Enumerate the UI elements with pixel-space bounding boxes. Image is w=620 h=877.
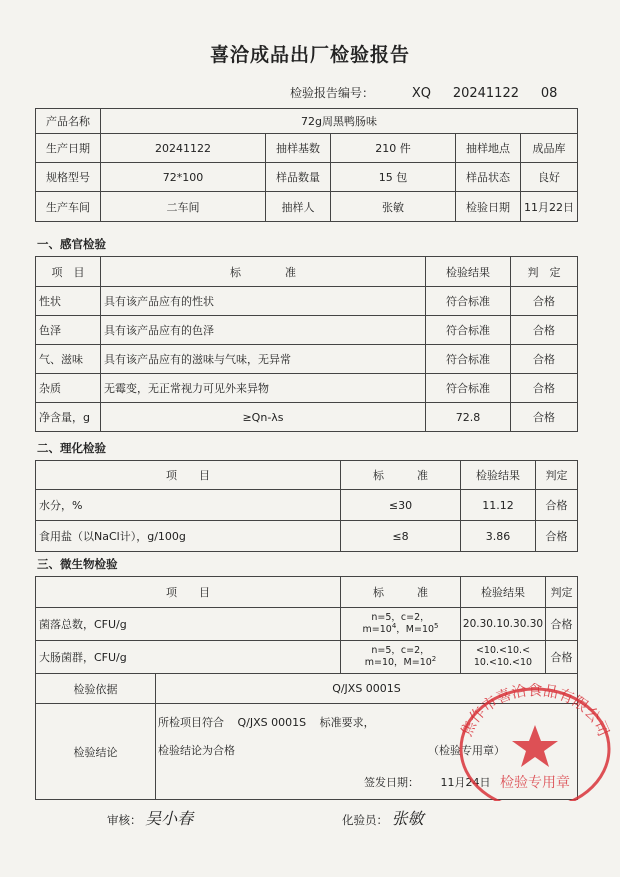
micro-verdict: 合格 <box>546 608 578 641</box>
sensory-standard: 具有该产品应有的性状 <box>101 287 426 316</box>
micro-header-verdict: 判定 <box>546 577 578 608</box>
stamp-center-text: 检验专用章 <box>500 775 570 791</box>
table-row <box>36 316 578 345</box>
table-row <box>36 521 578 552</box>
sensory-header-result: 检验结果 <box>426 257 511 287</box>
sensory-standard: ≥Qn-λs <box>101 403 426 432</box>
micro-item: 菌落总数，CFU/g <box>36 608 341 641</box>
sensory-result: 符合标准 <box>426 316 511 345</box>
basis-value: Q/JXS 0001S <box>156 674 578 704</box>
sample-qty-value: 15 包 <box>331 163 456 192</box>
micro-result: 20.30.10.30.30 <box>461 608 546 641</box>
sensory-table <box>35 256 578 432</box>
sample-place-value: 成品库 <box>521 134 578 163</box>
physchem-item: 食用盐（以NaCl计），g/100g <box>36 521 341 552</box>
micro-standard-line2 <box>344 621 457 636</box>
workshop-value: 二车间 <box>101 192 266 222</box>
std-m: m=10 <box>362 624 392 635</box>
issue-date-label: 签发日期： <box>364 776 419 789</box>
std-M-exp: 2 <box>431 654 437 663</box>
inspect-date-value: 11月22日 <box>521 192 578 222</box>
physchem-item: 水分，% <box>36 490 341 521</box>
physchem-header-standard: 标 准 <box>341 461 461 490</box>
physchem-result: 11.12 <box>461 490 536 521</box>
sample-base-value: 210 件 <box>331 134 456 163</box>
sample-qty-label: 样品数量 <box>266 163 331 192</box>
workshop-label: 生产车间 <box>36 192 101 222</box>
spec-label: 规格型号 <box>36 163 101 192</box>
product-name-value: 72g周黑鸭肠味 <box>101 109 578 134</box>
sensory-result: 72.8 <box>426 403 511 432</box>
micro-header-standard: 标 准 <box>341 577 461 608</box>
report-number-prefix: XQ <box>411 86 431 101</box>
tester-label: 化验员： <box>342 813 388 827</box>
table-row <box>36 490 578 521</box>
product-name-label: 产品名称 <box>36 109 101 134</box>
sample-state-value: 良好 <box>521 163 578 192</box>
sensory-item: 性状 <box>36 287 101 316</box>
report-title: 喜洽成品出厂检验报告 <box>209 44 410 66</box>
conclusion-label: 检验结论 <box>36 704 156 800</box>
sensory-result: 符合标准 <box>426 374 511 403</box>
stamp-ring-text: 焦作市喜洽食品有限公司 <box>457 683 613 740</box>
sample-state-label: 样品状态 <box>456 163 521 192</box>
physchem-header-result: 检验结果 <box>461 461 536 490</box>
sensory-standard: 具有该产品应有的色泽 <box>101 316 426 345</box>
sensory-item: 净含量，g <box>36 403 101 432</box>
micro-header-result: 检验结果 <box>461 577 546 608</box>
micro-result <box>461 641 546 674</box>
sensory-verdict: 合格 <box>511 374 578 403</box>
table-row <box>36 287 578 316</box>
std-M-exp: 5 <box>434 621 439 630</box>
micro-standard <box>341 641 461 674</box>
sensory-verdict: 合格 <box>511 403 578 432</box>
report-number-seq: 08 <box>540 86 558 101</box>
seal-note: （检验专用章） <box>428 744 505 757</box>
conclusion-line1-a: 所检项目符合 <box>158 716 224 729</box>
sampler-label: 抽样人 <box>266 192 331 222</box>
reviewer-signature: 吴小春 <box>145 809 194 828</box>
conclusion-line1 <box>158 714 375 730</box>
product-info-table <box>35 108 578 222</box>
spec-value: 72*100 <box>101 163 266 192</box>
sensory-result: 符合标准 <box>426 345 511 374</box>
micro-heading: 三、微生物检验 <box>37 557 118 571</box>
physchem-heading: 二、理化检验 <box>37 441 106 455</box>
physchem-table <box>35 460 578 552</box>
std-m-exp: 4 <box>391 621 397 630</box>
sensory-heading: 一、感官检验 <box>37 237 106 251</box>
prod-date-value: 20241122 <box>101 134 266 163</box>
table-row <box>36 608 578 641</box>
physchem-standard: ≤8 <box>341 521 461 552</box>
std-m: m=10，M=10 <box>364 657 432 668</box>
tester <box>342 806 424 829</box>
physchem-result: 3.86 <box>461 521 536 552</box>
sensory-item: 气、滋味 <box>36 345 101 374</box>
report-number-label: 检验报告编号： <box>290 86 375 100</box>
reviewer-label: 审核： <box>107 813 142 827</box>
micro-standard-line1: n=5，c=2， <box>371 645 430 656</box>
sampler-value: 张敏 <box>331 192 456 222</box>
physchem-standard: ≤30 <box>341 490 461 521</box>
micro-result-line2: 10.<10.<10 <box>473 657 533 668</box>
sensory-standard: 具有该产品应有的滋味与气味，无异常 <box>101 345 426 374</box>
conclusion-line1-b: 标准要求， <box>319 716 375 729</box>
table-row <box>36 345 578 374</box>
conclusion-standard: Q/JXS 0001S <box>237 716 307 729</box>
sensory-header-verdict: 判 定 <box>511 257 578 287</box>
sensory-header-standard: 标 准 <box>101 257 426 287</box>
table-row <box>36 641 578 674</box>
reviewer <box>107 806 193 829</box>
basis-label: 检验依据 <box>36 674 156 704</box>
physchem-verdict: 合格 <box>536 521 578 552</box>
sensory-verdict: 合格 <box>511 316 578 345</box>
std-M: ，M=10 <box>396 624 435 635</box>
inspect-date-label: 检验日期 <box>456 192 521 222</box>
micro-standard-line1: n=5，c=2， <box>371 612 430 623</box>
sensory-result: 符合标准 <box>426 287 511 316</box>
report-number-date: 20241122 <box>452 86 519 101</box>
physchem-header-verdict: 判定 <box>536 461 578 490</box>
physchem-verdict: 合格 <box>536 490 578 521</box>
tester-signature: 张敏 <box>391 809 424 828</box>
table-row <box>36 374 578 403</box>
stamp-star-icon <box>512 725 558 767</box>
micro-header-item: 项 目 <box>36 577 341 608</box>
sensory-standard: 无霉变，无正常视力可见外来异物 <box>101 374 426 403</box>
sensory-verdict: 合格 <box>511 287 578 316</box>
micro-item: 大肠菌群，CFU/g <box>36 641 341 674</box>
sensory-item: 色泽 <box>36 316 101 345</box>
sensory-header-item: 项 目 <box>36 257 101 287</box>
micro-standard <box>341 608 461 641</box>
micro-result-line1: <10.<10.< <box>475 645 531 656</box>
table-row <box>36 403 578 432</box>
sample-place-label: 抽样地点 <box>456 134 521 163</box>
report-number <box>290 84 575 101</box>
micro-standard-line2 <box>344 654 457 669</box>
conclusion-line2: 检验结论为合格 <box>158 744 235 757</box>
physchem-header-item: 项 目 <box>36 461 341 490</box>
inspection-stamp <box>455 683 615 801</box>
micro-verdict: 合格 <box>546 641 578 674</box>
sample-base-label: 抽样基数 <box>266 134 331 163</box>
issue-date-value: 11月24日 <box>440 776 491 789</box>
sensory-item: 杂质 <box>36 374 101 403</box>
sensory-verdict: 合格 <box>511 345 578 374</box>
prod-date-label: 生产日期 <box>36 134 101 163</box>
